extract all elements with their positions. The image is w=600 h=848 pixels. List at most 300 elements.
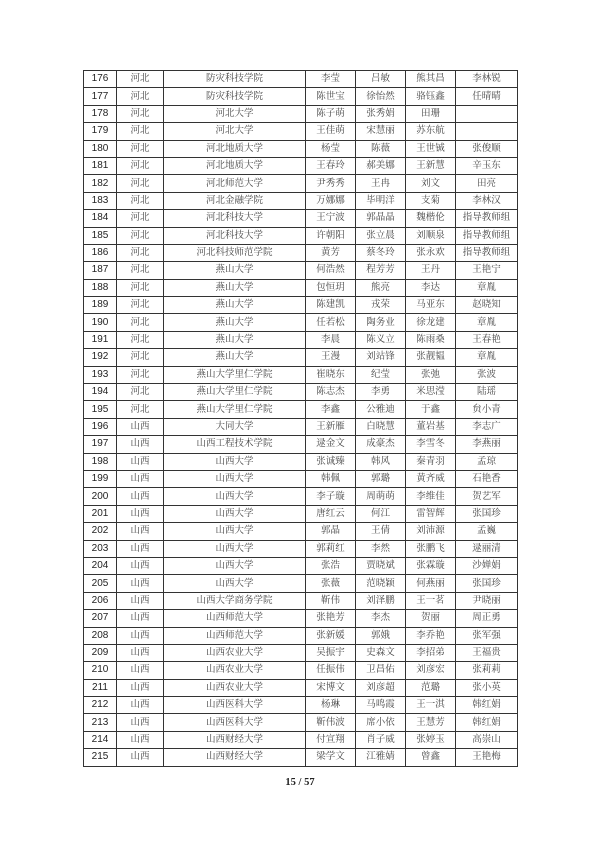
student-3-cell: 曾鑫 <box>406 749 456 766</box>
student-2-cell: 刘彦超 <box>356 679 406 696</box>
table-row <box>84 731 518 748</box>
student-3-cell: 于鑫 <box>406 401 456 418</box>
student-3-cell: 何燕丽 <box>406 575 456 592</box>
province-cell: 河北 <box>117 140 164 157</box>
advisor-cell: 辛玉东 <box>456 157 518 174</box>
advisor-cell: 李志广 <box>456 418 518 435</box>
table-row <box>84 436 518 453</box>
province-cell: 山西 <box>117 470 164 487</box>
student-2-cell: 徐怡然 <box>356 88 406 105</box>
student-2-cell: 蔡冬玲 <box>356 244 406 261</box>
advisor-cell: 章胤 <box>456 314 518 331</box>
province-cell: 河北 <box>117 401 164 418</box>
student-2-cell: 史森文 <box>356 644 406 661</box>
province-cell: 山西 <box>117 592 164 609</box>
student-1-cell: 吴振宇 <box>306 644 356 661</box>
advisor-cell: 贠小青 <box>456 401 518 418</box>
school-cell: 山西大学 <box>164 453 306 470</box>
student-2-cell: 刘泽鹏 <box>356 592 406 609</box>
student-2-cell: 毕明洋 <box>356 192 406 209</box>
table-row <box>84 210 518 227</box>
student-3-cell: 骆钰鑫 <box>406 88 456 105</box>
student-3-cell: 张霖璇 <box>406 557 456 574</box>
advisor-cell: 张波 <box>456 366 518 383</box>
advisor-cell: 尹晓丽 <box>456 592 518 609</box>
advisor-cell: 指导教师组 <box>456 210 518 227</box>
student-1-cell: 郭莉红 <box>306 540 356 557</box>
advisor-cell: 李林锐 <box>456 71 518 88</box>
student-3-cell: 米思滢 <box>406 384 456 401</box>
table-row <box>84 157 518 174</box>
student-2-cell: 江雅婧 <box>356 749 406 766</box>
province-cell: 河北 <box>117 105 164 122</box>
student-2-cell: 韩风 <box>356 453 406 470</box>
school-cell: 山西财经大学 <box>164 749 306 766</box>
student-3-cell: 徐龙建 <box>406 314 456 331</box>
school-cell: 燕山大学 <box>164 331 306 348</box>
table-row <box>84 227 518 244</box>
table-row <box>84 314 518 331</box>
province-cell: 山西 <box>117 714 164 731</box>
row-number-cell: 189 <box>84 297 117 314</box>
student-2-cell: 王冉 <box>356 175 406 192</box>
row-number-cell: 176 <box>84 71 117 88</box>
school-cell: 山西财经大学 <box>164 731 306 748</box>
student-3-cell: 李招弟 <box>406 644 456 661</box>
roster-table <box>83 70 518 767</box>
table-row <box>84 679 518 696</box>
advisor-cell: 田亮 <box>456 175 518 192</box>
student-1-cell: 陈子萌 <box>306 105 356 122</box>
advisor-cell: 张小英 <box>456 679 518 696</box>
student-2-cell: 纪莹 <box>356 366 406 383</box>
province-cell: 河北 <box>117 71 164 88</box>
row-number-cell: 208 <box>84 627 117 644</box>
advisor-cell <box>456 123 518 140</box>
table-row <box>84 644 518 661</box>
student-1-cell: 李鑫 <box>306 401 356 418</box>
province-cell: 山西 <box>117 488 164 505</box>
student-3-cell: 张永欢 <box>406 244 456 261</box>
row-number-cell: 198 <box>84 453 117 470</box>
table-row <box>84 297 518 314</box>
student-3-cell: 李雪冬 <box>406 436 456 453</box>
student-2-cell: 何江 <box>356 505 406 522</box>
school-cell: 燕山大学里仁学院 <box>164 401 306 418</box>
student-2-cell: 张立晨 <box>356 227 406 244</box>
row-number-cell: 205 <box>84 575 117 592</box>
province-cell: 山西 <box>117 575 164 592</box>
row-number-cell: 182 <box>84 175 117 192</box>
school-cell: 河北金融学院 <box>164 192 306 209</box>
province-cell: 山西 <box>117 662 164 679</box>
student-1-cell: 包恒玥 <box>306 279 356 296</box>
advisor-cell: 孟琼 <box>456 453 518 470</box>
row-number-cell: 201 <box>84 505 117 522</box>
province-cell: 河北 <box>117 384 164 401</box>
student-3-cell: 王世铖 <box>406 140 456 157</box>
table-row <box>84 714 518 731</box>
advisor-cell: 王艳宁 <box>456 262 518 279</box>
student-3-cell: 刘沛源 <box>406 523 456 540</box>
student-3-cell: 马亚东 <box>406 297 456 314</box>
advisor-cell: 韩红娟 <box>456 714 518 731</box>
table-row <box>84 244 518 261</box>
row-number-cell: 191 <box>84 331 117 348</box>
province-cell: 河北 <box>117 244 164 261</box>
student-1-cell: 万娜娜 <box>306 192 356 209</box>
table-row <box>84 140 518 157</box>
student-2-cell: 郭娥 <box>356 627 406 644</box>
advisor-cell: 高崇山 <box>456 731 518 748</box>
student-2-cell: 公雅迪 <box>356 401 406 418</box>
student-1-cell: 许朝阳 <box>306 227 356 244</box>
school-cell: 山西大学 <box>164 505 306 522</box>
province-cell: 河北 <box>117 192 164 209</box>
school-cell: 河北科技师范学院 <box>164 244 306 261</box>
student-3-cell: 秦青羽 <box>406 453 456 470</box>
advisor-cell: 张国珍 <box>456 575 518 592</box>
row-number-cell: 214 <box>84 731 117 748</box>
student-2-cell: 宋慧丽 <box>356 123 406 140</box>
school-cell: 山西大学 <box>164 470 306 487</box>
student-1-cell: 逯金文 <box>306 436 356 453</box>
student-1-cell: 陈世宝 <box>306 88 356 105</box>
table-row <box>84 331 518 348</box>
student-2-cell: 王倩 <box>356 523 406 540</box>
school-cell: 河北大学 <box>164 123 306 140</box>
table-row <box>84 505 518 522</box>
province-cell: 山西 <box>117 523 164 540</box>
advisor-cell: 赵晓知 <box>456 297 518 314</box>
province-cell: 山西 <box>117 679 164 696</box>
school-cell: 河北大学 <box>164 105 306 122</box>
row-number-cell: 187 <box>84 262 117 279</box>
table-row <box>84 366 518 383</box>
table-row <box>84 192 518 209</box>
student-3-cell: 王丹 <box>406 262 456 279</box>
student-2-cell: 郭璐 <box>356 470 406 487</box>
province-cell: 河北 <box>117 331 164 348</box>
row-number-cell: 200 <box>84 488 117 505</box>
advisor-cell: 指导教师组 <box>456 227 518 244</box>
row-number-cell: 183 <box>84 192 117 209</box>
province-cell: 山西 <box>117 731 164 748</box>
table-row <box>84 453 518 470</box>
student-3-cell: 刘彦宏 <box>406 662 456 679</box>
advisor-cell: 张俊顺 <box>456 140 518 157</box>
school-cell: 山西医科大学 <box>164 714 306 731</box>
school-cell: 燕山大学 <box>164 297 306 314</box>
student-3-cell: 魏楷伦 <box>406 210 456 227</box>
school-cell: 河北科技大学 <box>164 227 306 244</box>
province-cell: 河北 <box>117 349 164 366</box>
student-2-cell: 周萌萌 <box>356 488 406 505</box>
page-number: 15 / 57 <box>285 777 315 788</box>
student-2-cell: 卫昌佑 <box>356 662 406 679</box>
province-cell: 河北 <box>117 210 164 227</box>
table-row <box>84 523 518 540</box>
school-cell: 河北科技大学 <box>164 210 306 227</box>
row-number-cell: 210 <box>84 662 117 679</box>
row-number-cell: 204 <box>84 557 117 574</box>
table-row <box>84 384 518 401</box>
table-row <box>84 71 518 88</box>
roster-table-body <box>84 71 518 767</box>
row-number-cell: 206 <box>84 592 117 609</box>
student-2-cell: 陈薇 <box>356 140 406 157</box>
table-row <box>84 610 518 627</box>
advisor-cell: 章胤 <box>456 279 518 296</box>
student-1-cell: 李晨 <box>306 331 356 348</box>
advisor-cell: 张军强 <box>456 627 518 644</box>
row-number-cell: 180 <box>84 140 117 157</box>
province-cell: 河北 <box>117 279 164 296</box>
school-cell: 山西大学 <box>164 523 306 540</box>
student-1-cell: 郭晶 <box>306 523 356 540</box>
advisor-cell: 任晴晴 <box>456 88 518 105</box>
student-1-cell: 王漫 <box>306 349 356 366</box>
student-3-cell: 王一淇 <box>406 697 456 714</box>
row-number-cell: 194 <box>84 384 117 401</box>
advisor-cell: 章胤 <box>456 349 518 366</box>
row-number-cell: 179 <box>84 123 117 140</box>
student-1-cell: 陈建凯 <box>306 297 356 314</box>
student-1-cell: 杨琳 <box>306 697 356 714</box>
advisor-cell: 陆瑶 <box>456 384 518 401</box>
row-number-cell: 186 <box>84 244 117 261</box>
student-3-cell: 张靓韫 <box>406 349 456 366</box>
row-number-cell: 184 <box>84 210 117 227</box>
student-3-cell: 陈雨桑 <box>406 331 456 348</box>
table-row <box>84 105 518 122</box>
advisor-cell: 王艳梅 <box>456 749 518 766</box>
student-1-cell: 黄芳 <box>306 244 356 261</box>
province-cell: 山西 <box>117 453 164 470</box>
province-cell: 山西 <box>117 749 164 766</box>
student-3-cell: 张鹏飞 <box>406 540 456 557</box>
province-cell: 河北 <box>117 262 164 279</box>
advisor-cell: 张国珍 <box>456 505 518 522</box>
student-1-cell: 张新媛 <box>306 627 356 644</box>
student-3-cell: 李维佳 <box>406 488 456 505</box>
province-cell: 山西 <box>117 697 164 714</box>
row-number-cell: 190 <box>84 314 117 331</box>
row-number-cell: 195 <box>84 401 117 418</box>
advisor-cell: 李燕丽 <box>456 436 518 453</box>
student-1-cell: 尹秀秀 <box>306 175 356 192</box>
row-number-cell: 192 <box>84 349 117 366</box>
student-2-cell: 熊亮 <box>356 279 406 296</box>
advisor-cell: 指导教师组 <box>456 244 518 261</box>
student-3-cell: 张弛 <box>406 366 456 383</box>
student-2-cell: 郝美娜 <box>356 157 406 174</box>
student-1-cell: 张艳芳 <box>306 610 356 627</box>
student-1-cell: 任振伟 <box>306 662 356 679</box>
student-3-cell: 董岩基 <box>406 418 456 435</box>
student-2-cell: 李杰 <box>356 610 406 627</box>
school-cell: 大同大学 <box>164 418 306 435</box>
student-2-cell: 吕敏 <box>356 71 406 88</box>
table-row <box>84 279 518 296</box>
school-cell: 河北师范大学 <box>164 175 306 192</box>
student-1-cell: 陈志杰 <box>306 384 356 401</box>
student-1-cell: 唐红云 <box>306 505 356 522</box>
school-cell: 河北地质大学 <box>164 157 306 174</box>
student-1-cell: 王新雁 <box>306 418 356 435</box>
table-row <box>84 418 518 435</box>
student-3-cell: 熊其昌 <box>406 71 456 88</box>
table-row <box>84 627 518 644</box>
table-row <box>84 697 518 714</box>
student-3-cell: 刘顺泉 <box>406 227 456 244</box>
student-3-cell: 李达 <box>406 279 456 296</box>
student-2-cell: 陈义立 <box>356 331 406 348</box>
school-cell: 山西农业大学 <box>164 644 306 661</box>
table-row <box>84 557 518 574</box>
table-row <box>84 349 518 366</box>
student-1-cell: 靳伟波 <box>306 714 356 731</box>
school-cell: 河北地质大学 <box>164 140 306 157</box>
table-row <box>84 401 518 418</box>
province-cell: 河北 <box>117 314 164 331</box>
student-3-cell: 王新慧 <box>406 157 456 174</box>
school-cell: 山西农业大学 <box>164 662 306 679</box>
student-3-cell: 刘文 <box>406 175 456 192</box>
province-cell: 山西 <box>117 644 164 661</box>
row-number-cell: 188 <box>84 279 117 296</box>
province-cell: 河北 <box>117 297 164 314</box>
advisor-cell: 逯丽清 <box>456 540 518 557</box>
student-2-cell: 郭晶晶 <box>356 210 406 227</box>
table-row <box>84 662 518 679</box>
school-cell: 燕山大学 <box>164 349 306 366</box>
table-row <box>84 575 518 592</box>
table-row <box>84 123 518 140</box>
student-1-cell: 任若松 <box>306 314 356 331</box>
table-row <box>84 592 518 609</box>
school-cell: 山西大学 <box>164 557 306 574</box>
province-cell: 山西 <box>117 557 164 574</box>
school-cell: 山西师范大学 <box>164 610 306 627</box>
province-cell: 山西 <box>117 436 164 453</box>
advisor-cell: 周正勇 <box>456 610 518 627</box>
province-cell: 河北 <box>117 227 164 244</box>
province-cell: 河北 <box>117 366 164 383</box>
advisor-cell: 沙婵娟 <box>456 557 518 574</box>
student-2-cell: 程芳芳 <box>356 262 406 279</box>
student-1-cell: 王宁波 <box>306 210 356 227</box>
advisor-cell: 张莉莉 <box>456 662 518 679</box>
student-1-cell: 宋博文 <box>306 679 356 696</box>
student-3-cell: 李乔艳 <box>406 627 456 644</box>
table-row <box>84 175 518 192</box>
student-1-cell: 张薇 <box>306 575 356 592</box>
student-3-cell: 贺丽 <box>406 610 456 627</box>
school-cell: 山西工程技术学院 <box>164 436 306 453</box>
school-cell: 燕山大学里仁学院 <box>164 384 306 401</box>
student-3-cell: 范璐 <box>406 679 456 696</box>
student-1-cell: 付宣翔 <box>306 731 356 748</box>
student-1-cell: 李莹 <box>306 71 356 88</box>
row-number-cell: 203 <box>84 540 117 557</box>
row-number-cell: 199 <box>84 470 117 487</box>
row-number-cell: 209 <box>84 644 117 661</box>
province-cell: 山西 <box>117 418 164 435</box>
student-2-cell: 成豪杰 <box>356 436 406 453</box>
student-1-cell: 崔晓东 <box>306 366 356 383</box>
school-cell: 燕山大学 <box>164 262 306 279</box>
school-cell: 山西大学 <box>164 540 306 557</box>
student-2-cell: 白晓慧 <box>356 418 406 435</box>
student-2-cell: 马鸣霞 <box>356 697 406 714</box>
student-2-cell: 范晓颖 <box>356 575 406 592</box>
student-2-cell: 戎荣 <box>356 297 406 314</box>
row-number-cell: 181 <box>84 157 117 174</box>
student-2-cell: 肖子威 <box>356 731 406 748</box>
row-number-cell: 193 <box>84 366 117 383</box>
student-2-cell: 陶务业 <box>356 314 406 331</box>
advisor-cell: 石艳香 <box>456 470 518 487</box>
student-1-cell: 张诚臻 <box>306 453 356 470</box>
student-1-cell: 梁学文 <box>306 749 356 766</box>
student-3-cell: 黄齐威 <box>406 470 456 487</box>
province-cell: 山西 <box>117 540 164 557</box>
student-1-cell: 李子璇 <box>306 488 356 505</box>
province-cell: 山西 <box>117 505 164 522</box>
row-number-cell: 178 <box>84 105 117 122</box>
student-3-cell: 王慧芳 <box>406 714 456 731</box>
school-cell: 山西医科大学 <box>164 697 306 714</box>
row-number-cell: 215 <box>84 749 117 766</box>
row-number-cell: 211 <box>84 679 117 696</box>
student-1-cell: 王佳萌 <box>306 123 356 140</box>
school-cell: 燕山大学里仁学院 <box>164 366 306 383</box>
student-2-cell: 贾晓斌 <box>356 557 406 574</box>
student-3-cell: 雷智辉 <box>406 505 456 522</box>
school-cell: 山西大学 <box>164 575 306 592</box>
student-2-cell: 刘站锋 <box>356 349 406 366</box>
province-cell: 河北 <box>117 157 164 174</box>
student-2-cell: 李勇 <box>356 384 406 401</box>
province-cell: 河北 <box>117 88 164 105</box>
table-row <box>84 749 518 766</box>
table-row <box>84 262 518 279</box>
row-number-cell: 212 <box>84 697 117 714</box>
province-cell: 山西 <box>117 610 164 627</box>
row-number-cell: 185 <box>84 227 117 244</box>
student-1-cell: 张浩 <box>306 557 356 574</box>
advisor-cell: 李林汉 <box>456 192 518 209</box>
student-2-cell: 李然 <box>356 540 406 557</box>
table-row <box>84 88 518 105</box>
school-cell: 防灾科技学院 <box>164 88 306 105</box>
student-1-cell: 韩佩 <box>306 470 356 487</box>
province-cell: 山西 <box>117 627 164 644</box>
province-cell: 河北 <box>117 123 164 140</box>
row-number-cell: 213 <box>84 714 117 731</box>
student-1-cell: 杨莹 <box>306 140 356 157</box>
student-1-cell: 何浩然 <box>306 262 356 279</box>
student-2-cell: 席小依 <box>356 714 406 731</box>
school-cell: 山西师范大学 <box>164 627 306 644</box>
table-row <box>84 540 518 557</box>
student-3-cell: 苏东航 <box>406 123 456 140</box>
student-2-cell: 张秀娟 <box>356 105 406 122</box>
table-row <box>84 488 518 505</box>
advisor-cell: 王福贵 <box>456 644 518 661</box>
row-number-cell: 202 <box>84 523 117 540</box>
